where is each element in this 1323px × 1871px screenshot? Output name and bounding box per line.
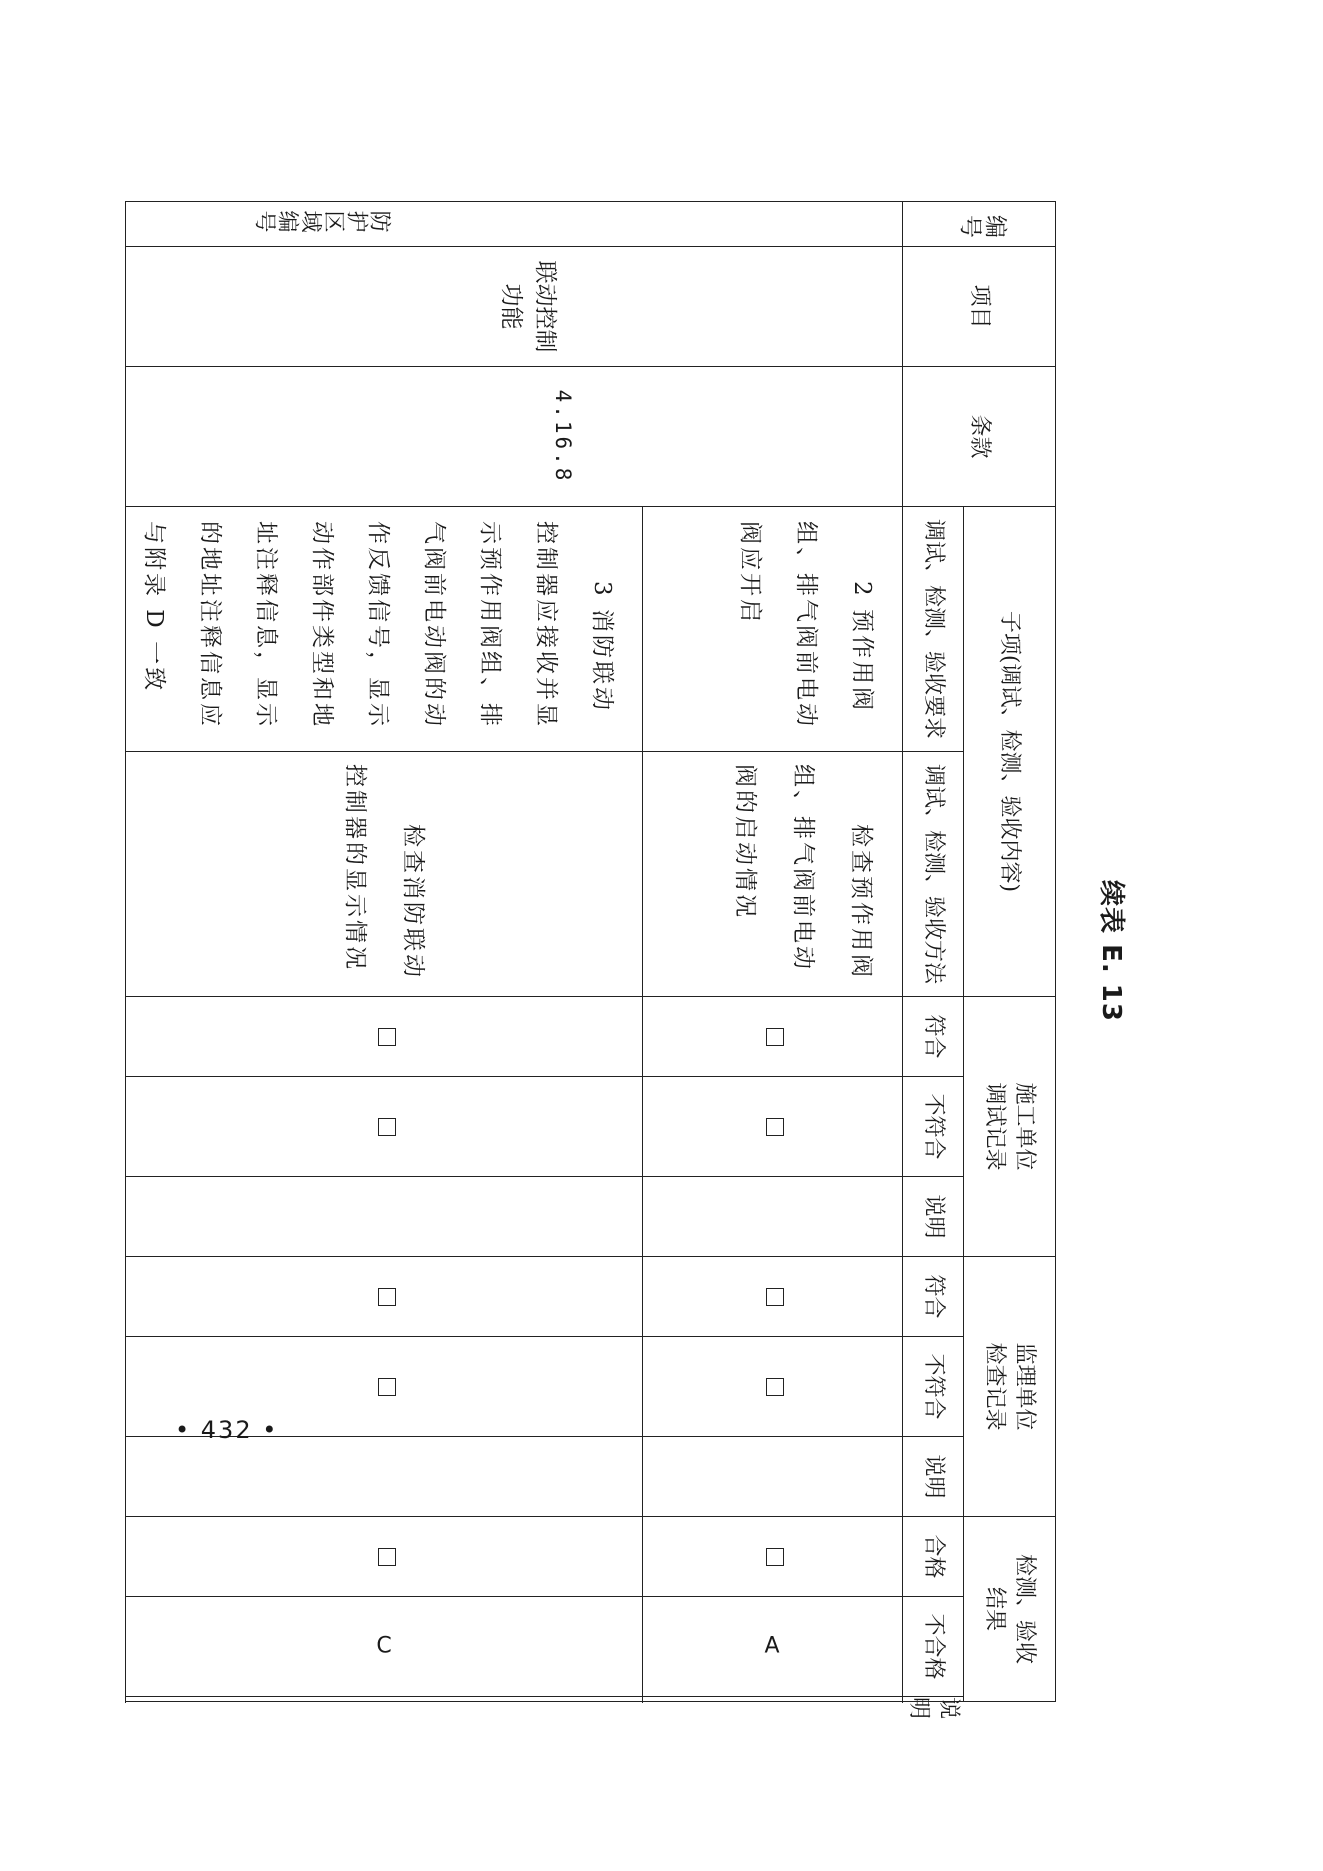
checkbox[interactable] [767, 1548, 785, 1566]
header-s-shuoming: 说明 [903, 1437, 964, 1517]
row1-r-shuoming [643, 1697, 903, 1702]
row1-c-bufuhe [643, 1077, 903, 1177]
header-r-buhege: 不合格 [903, 1597, 964, 1697]
checkbox[interactable] [767, 1028, 785, 1046]
header-s-fuhe: 符合 [903, 1257, 964, 1337]
project-cell [126, 247, 903, 367]
result-mark: A [764, 1633, 781, 1659]
rotated-table-page [141, 201, 1126, 1720]
result-mark: C [376, 1633, 392, 1659]
row1-c-fuhe [643, 997, 903, 1077]
row2-r-hege [126, 1517, 643, 1597]
row2-c-shuoming [126, 1177, 643, 1257]
row1-s-fuhe [643, 1257, 903, 1337]
row2-s-shuoming [126, 1437, 643, 1517]
row1-r-buhege [643, 1597, 903, 1697]
table-caption: 续表 E. 13 [1096, 880, 1126, 1022]
row2-method: 检查消防联动控制器的显示情况 [126, 752, 643, 997]
checkbox[interactable] [378, 1288, 396, 1306]
checkbox[interactable] [767, 1118, 785, 1136]
checkbox[interactable] [767, 1288, 785, 1306]
checkbox[interactable] [378, 1548, 396, 1566]
header-r-shuoming: 说明 [903, 1697, 964, 1702]
row2-r-buhege [126, 1597, 643, 1697]
inspection-record-table [125, 201, 1056, 1720]
header-r-hege: 合格 [903, 1517, 964, 1597]
row1-requirement: 2 预作用阀组、排气阀前电动阀应开启 [643, 507, 903, 752]
clause-cell [126, 367, 903, 507]
checkbox[interactable] [767, 1378, 785, 1396]
header-xiangmu: 项目 [903, 247, 1056, 367]
row1-s-bufuhe [643, 1337, 903, 1437]
row1-c-shuoming [643, 1177, 903, 1257]
row1-s-shuoming [643, 1437, 903, 1517]
project-name: 联动控制 功能 [498, 260, 558, 353]
row1-method: 检查预作用阀组、排气阀前电动阀的启动情况 [643, 752, 903, 997]
row2-requirement: 3 消防联动控制器应接收并显示预作用阀组、排气阀前电动阀的动作反馈信号，显示动作部件类型和地址注释信息，显示的地址注释信息应与附录 D 一致 [126, 507, 643, 752]
header-c-fuhe: 符合 [903, 997, 964, 1077]
row2-c-fuhe [126, 997, 643, 1077]
header-c-bufuhe: 不符合 [903, 1077, 964, 1177]
header-supervision-record: 监理单位 检查记录 [964, 1257, 1056, 1517]
header-result: 检测、验收 结果 [964, 1517, 1056, 1702]
header-c-shuoming: 说明 [903, 1177, 964, 1257]
checkbox[interactable] [378, 1118, 396, 1136]
header-method: 调试、检测、验收方法 [903, 752, 964, 997]
header-bianhao: 编号 [903, 202, 1056, 247]
header-req: 调试、检测、验收要求 [903, 507, 964, 752]
row2-r-shuoming [126, 1697, 643, 1702]
checkbox[interactable] [378, 1028, 396, 1046]
header-tiaokuan: 条款 [903, 367, 1056, 507]
row1-r-hege [643, 1517, 903, 1597]
row2-c-bufuhe [126, 1077, 643, 1177]
header-s-bufuhe: 不符合 [903, 1337, 964, 1437]
row2-s-fuhe [126, 1257, 643, 1337]
page-number: • 432 • [175, 1416, 279, 1444]
clause-number: 4.16.8 [551, 389, 575, 484]
zone-number-cell [126, 202, 903, 247]
header-construction-record: 施工单位 调试记录 [964, 997, 1056, 1257]
header-zixiang: 子项(调试、检测、验收内容) [964, 507, 1056, 997]
checkbox[interactable] [378, 1378, 396, 1396]
zone-number-label: 防护区域编号 [254, 207, 392, 232]
